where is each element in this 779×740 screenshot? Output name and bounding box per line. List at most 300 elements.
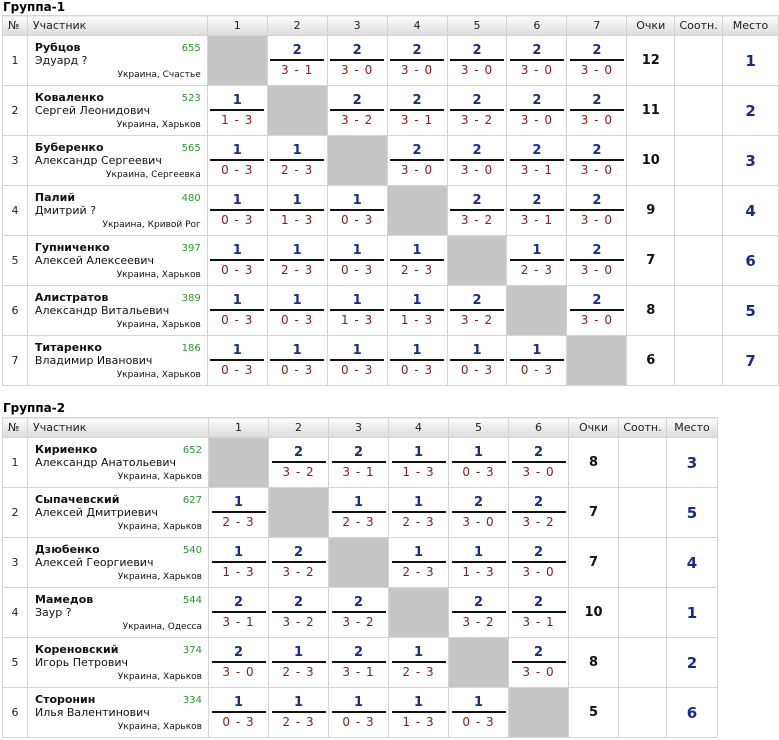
player-location: Украина, Харьков [116, 120, 201, 130]
score-divider [452, 461, 506, 463]
match-result-cell [269, 638, 329, 688]
player-cell[interactable] [27, 236, 207, 286]
player-location: Украина, Одесса [122, 622, 202, 632]
match-result [392, 445, 446, 479]
ratio-value [619, 688, 667, 738]
ratio-value [675, 186, 723, 236]
header-points: Очки [627, 16, 675, 36]
match-score: 2 [592, 93, 602, 108]
player-cell[interactable] [27, 186, 207, 236]
match-score: 1 [532, 343, 542, 358]
table-row [3, 488, 718, 538]
score-divider [390, 359, 444, 361]
score-divider [212, 611, 266, 613]
player-location: Украина, Харьков [117, 472, 202, 482]
match-sets: 3 - 2 [282, 465, 315, 479]
match-score: 2 [353, 595, 364, 610]
score-divider [452, 561, 506, 563]
match-sets: 3 - 2 [522, 515, 555, 529]
header-place: Место [667, 418, 718, 438]
player-first-name: Алексей Георгиевич [35, 556, 154, 569]
match-result [330, 343, 384, 377]
score-divider [570, 59, 624, 61]
player-last-name[interactable]: Кириенко [35, 443, 98, 456]
match-sets: 3 - 0 [340, 63, 374, 77]
match-result [390, 293, 444, 327]
match-score: 2 [473, 595, 484, 610]
match-result-cell [269, 688, 329, 738]
match-result-cell [387, 136, 447, 186]
row-number: 1 [3, 36, 28, 86]
score-divider [570, 159, 624, 161]
group1-title: Группа-1 [3, 0, 66, 14]
ratio-value [675, 136, 723, 186]
match-result [392, 695, 446, 729]
player-last-name[interactable]: Сторонин [35, 693, 96, 706]
match-sets: 3 - 0 [222, 665, 255, 679]
self-match-cell [327, 136, 387, 186]
self-match-cell [387, 186, 447, 236]
match-result-cell [327, 336, 387, 386]
match-result [392, 645, 446, 679]
header-points: Очки [569, 418, 619, 438]
match-result [570, 293, 624, 327]
ratio-value [675, 286, 723, 336]
self-match-cell [507, 286, 567, 336]
match-result [210, 193, 264, 227]
place-value: 1 [667, 588, 718, 638]
player-first-name: Дмитрий ? [34, 204, 96, 217]
match-score: 2 [353, 645, 364, 660]
match-sets: 3 - 1 [342, 465, 375, 479]
match-result-cell [507, 86, 567, 136]
place-value: 6 [723, 236, 779, 286]
match-result [272, 695, 326, 729]
score-divider [332, 611, 386, 613]
score-divider [510, 59, 564, 61]
score-divider [330, 59, 384, 61]
match-sets: 2 - 3 [402, 665, 435, 679]
points-value: 8 [569, 638, 619, 688]
ratio-value [619, 488, 667, 538]
score-divider [450, 209, 504, 211]
header-row [3, 16, 779, 36]
match-score: 1 [233, 495, 244, 510]
score-divider [570, 109, 624, 111]
player-location: Украина, Кривой Рог [102, 220, 201, 230]
match-score: 2 [533, 595, 544, 610]
match-result-cell [509, 638, 569, 688]
match-result [452, 595, 506, 629]
match-sets: 0 - 3 [281, 313, 314, 327]
match-result [212, 545, 266, 579]
player-last-name[interactable]: Кореновский [35, 643, 119, 656]
match-result [270, 193, 324, 227]
row-number: 5 [3, 638, 28, 688]
match-result [512, 545, 566, 579]
player-cell[interactable] [27, 286, 207, 336]
row-number: 2 [3, 488, 28, 538]
table-row [3, 638, 718, 688]
player-cell[interactable] [27, 86, 207, 136]
match-score: 2 [532, 93, 542, 108]
match-result [510, 93, 564, 127]
table-row [3, 136, 779, 186]
score-divider [392, 511, 446, 513]
match-result [270, 43, 324, 77]
match-sets: 2 - 3 [222, 515, 255, 529]
match-score: 2 [353, 445, 364, 460]
match-result [452, 445, 506, 479]
match-result [270, 293, 324, 327]
player-rating: 655 [181, 43, 201, 54]
match-result-cell [207, 336, 267, 386]
match-result-cell [267, 236, 327, 286]
player-last-name[interactable]: Палий [34, 191, 76, 204]
match-result-cell [447, 86, 507, 136]
match-sets: 3 - 0 [580, 213, 613, 227]
match-sets: 3 - 1 [222, 615, 255, 629]
match-sets: 3 - 2 [460, 213, 494, 227]
score-divider [570, 309, 624, 311]
header-opponent-2: 2 [269, 418, 329, 438]
points-value: 8 [627, 286, 675, 336]
score-divider [450, 159, 504, 161]
self-match-cell [449, 638, 509, 688]
player-cell[interactable] [27, 36, 207, 86]
match-sets: 0 - 3 [520, 363, 554, 377]
match-score: 1 [293, 645, 304, 660]
match-sets: 3 - 0 [400, 163, 434, 177]
group2-title: Группа-2 [3, 401, 66, 415]
match-result-cell [507, 36, 567, 86]
match-score: 2 [352, 43, 362, 58]
match-result-cell [567, 286, 627, 336]
table-row [3, 86, 779, 136]
match-result-cell [327, 36, 387, 86]
match-score: 1 [232, 193, 242, 208]
row-number: 6 [3, 688, 28, 738]
self-match-cell [329, 538, 389, 588]
match-result-cell [507, 236, 567, 286]
match-result-cell [449, 438, 509, 488]
player-location: Украина, Харьков [116, 370, 201, 380]
match-score: 1 [353, 695, 364, 710]
score-divider [270, 309, 324, 311]
player-cell[interactable] [28, 438, 209, 488]
match-sets: 0 - 3 [462, 715, 495, 729]
match-result [570, 93, 624, 127]
table-row [3, 186, 779, 236]
match-result-cell [447, 186, 507, 236]
match-result-cell [269, 538, 329, 588]
self-match-cell [267, 86, 327, 136]
match-score: 2 [473, 495, 484, 510]
ratio-value [619, 438, 667, 488]
row-number: 4 [3, 588, 28, 638]
match-result-cell [509, 538, 569, 588]
header-opponent-1: 1 [207, 16, 267, 36]
match-result-cell [447, 286, 507, 336]
match-result [390, 343, 444, 377]
place-value: 4 [723, 186, 779, 236]
match-sets: 3 - 0 [522, 665, 555, 679]
place-value: 4 [667, 538, 718, 588]
match-score: 1 [352, 193, 362, 208]
match-result-cell [387, 336, 447, 386]
score-divider [210, 109, 264, 111]
player-last-name[interactable]: Мамедов [35, 593, 94, 606]
match-score: 2 [292, 43, 302, 58]
ratio-value [675, 86, 723, 136]
match-result-cell [507, 186, 567, 236]
match-sets: 3 - 2 [342, 615, 375, 629]
match-sets: 3 - 2 [282, 615, 315, 629]
player-cell[interactable] [27, 336, 207, 386]
ratio-value [675, 336, 723, 386]
player-first-name: Эдуард ? [34, 54, 88, 67]
header-row [3, 418, 718, 438]
match-result-cell [389, 488, 449, 538]
match-result-cell [207, 286, 267, 336]
match-result-cell [447, 36, 507, 86]
match-result [330, 193, 384, 227]
score-divider [390, 59, 444, 61]
match-result-cell [567, 136, 627, 186]
player-cell[interactable] [28, 488, 209, 538]
match-sets: 2 - 3 [281, 163, 314, 177]
player-cell[interactable] [28, 688, 209, 738]
score-divider [212, 711, 266, 713]
player-first-name: Александр Витальевич [34, 304, 170, 317]
score-divider [510, 209, 564, 211]
match-sets: 0 - 3 [221, 313, 254, 327]
match-score: 2 [412, 143, 422, 158]
player-rating: 374 [182, 645, 202, 656]
match-score: 2 [472, 93, 482, 108]
row-number: 7 [3, 336, 28, 386]
match-result [392, 495, 446, 529]
match-result [272, 645, 326, 679]
match-sets: 0 - 3 [400, 363, 434, 377]
match-result-cell [449, 688, 509, 738]
match-result-cell [389, 538, 449, 588]
match-score: 2 [472, 143, 482, 158]
table-row [3, 688, 718, 738]
match-result [270, 243, 324, 277]
match-result [392, 545, 446, 579]
score-divider [332, 661, 386, 663]
match-result-cell [329, 488, 389, 538]
player-first-name: Алексей Алексеевич [34, 254, 155, 267]
match-result [450, 293, 504, 327]
match-result [330, 293, 384, 327]
match-result [332, 595, 386, 629]
match-result-cell [267, 36, 327, 86]
match-sets: 1 - 3 [281, 213, 314, 227]
match-sets: 0 - 3 [221, 363, 254, 377]
group1-table [2, 15, 779, 386]
player-location: Украина, Харьков [117, 522, 202, 532]
player-location: Украина, Харьков [116, 270, 201, 280]
match-result [270, 143, 324, 177]
score-divider [390, 309, 444, 311]
score-divider [570, 209, 624, 211]
match-sets: 0 - 3 [221, 263, 254, 277]
match-result [332, 495, 386, 529]
player-first-name: Заур ? [35, 606, 72, 619]
header-ratio: Соотн. [619, 418, 667, 438]
score-divider [450, 109, 504, 111]
match-score: 2 [293, 595, 304, 610]
score-divider [210, 259, 264, 261]
points-value: 11 [627, 86, 675, 136]
match-result [452, 695, 506, 729]
match-result-cell [387, 236, 447, 286]
score-divider [452, 511, 506, 513]
player-rating: 652 [182, 445, 202, 456]
match-score: 2 [533, 445, 544, 460]
header-participant: Участник [28, 418, 209, 438]
place-value: 6 [667, 688, 718, 738]
score-divider [210, 309, 264, 311]
match-result-cell [267, 336, 327, 386]
self-match-cell [209, 438, 269, 488]
score-divider [510, 359, 564, 361]
match-sets: 2 - 3 [400, 263, 434, 277]
match-sets: 1 - 3 [462, 565, 495, 579]
match-score: 1 [413, 545, 424, 560]
match-result [510, 193, 564, 227]
player-location: Украина, Счастье [117, 70, 201, 80]
match-score: 1 [232, 293, 242, 308]
player-cell[interactable] [28, 538, 209, 588]
score-divider [210, 359, 264, 361]
match-sets: 2 - 3 [282, 715, 315, 729]
match-score: 1 [412, 343, 422, 358]
score-divider [510, 109, 564, 111]
player-last-name[interactable]: Коваленко [34, 91, 104, 104]
points-value: 12 [627, 36, 675, 86]
header-opponent-5: 5 [449, 418, 509, 438]
match-result [272, 545, 326, 579]
self-match-cell [389, 588, 449, 638]
match-result-cell [267, 286, 327, 336]
match-sets: 3 - 0 [520, 63, 554, 77]
match-sets: 3 - 0 [580, 263, 613, 277]
match-result-cell [267, 136, 327, 186]
match-result [330, 43, 384, 77]
header-opponent-2: 2 [267, 16, 327, 36]
score-divider [272, 711, 326, 713]
match-result [330, 243, 384, 277]
match-sets: 1 - 3 [402, 715, 435, 729]
match-score: 2 [352, 93, 362, 108]
match-score: 1 [413, 695, 424, 710]
match-sets: 3 - 0 [580, 313, 613, 327]
match-sets: 3 - 0 [580, 63, 613, 77]
header-opponent-5: 5 [447, 16, 507, 36]
player-last-name[interactable]: Сыпачевский [35, 493, 120, 506]
match-result-cell [329, 638, 389, 688]
match-sets: 3 - 0 [462, 515, 495, 529]
match-score: 1 [292, 343, 302, 358]
table-row [3, 336, 779, 386]
table-row [3, 236, 779, 286]
player-rating: 544 [182, 595, 202, 606]
player-last-name[interactable]: Дзюбенко [35, 543, 100, 556]
player-cell[interactable] [28, 588, 209, 638]
ratio-value [619, 538, 667, 588]
match-result-cell [387, 36, 447, 86]
match-result [450, 43, 504, 77]
match-score: 2 [592, 243, 602, 258]
score-divider [272, 461, 326, 463]
table-row [3, 538, 718, 588]
player-cell[interactable] [27, 136, 207, 186]
player-first-name: Александр Сергеевич [34, 154, 162, 167]
player-last-name[interactable]: Гупниченко [34, 241, 110, 254]
match-result [450, 143, 504, 177]
match-score: 1 [352, 243, 362, 258]
score-divider [392, 711, 446, 713]
match-sets: 0 - 3 [221, 213, 254, 227]
match-sets: 3 - 1 [520, 163, 554, 177]
player-cell[interactable] [28, 638, 209, 688]
match-sets: 2 - 3 [281, 263, 314, 277]
match-sets: 0 - 3 [460, 363, 494, 377]
score-divider [450, 359, 504, 361]
player-last-name[interactable]: Буберенко [34, 141, 104, 154]
match-sets: 3 - 0 [400, 63, 434, 77]
score-divider [212, 661, 266, 663]
score-divider [512, 561, 566, 563]
match-result-cell [567, 36, 627, 86]
match-score: 1 [292, 243, 302, 258]
match-result-cell [207, 86, 267, 136]
score-divider [392, 561, 446, 563]
player-last-name[interactable]: Рубцов [34, 41, 81, 54]
self-match-cell [509, 688, 569, 738]
points-value: 7 [569, 488, 619, 538]
ratio-value [675, 36, 723, 86]
match-sets: 0 - 3 [340, 213, 374, 227]
match-result [332, 695, 386, 729]
match-result-cell [327, 186, 387, 236]
match-result [450, 343, 504, 377]
match-sets: 3 - 1 [281, 63, 314, 77]
match-result [570, 43, 624, 77]
match-result-cell [329, 588, 389, 638]
match-result-cell [209, 538, 269, 588]
match-result-cell [327, 286, 387, 336]
match-result [330, 93, 384, 127]
match-result [272, 445, 326, 479]
match-result-cell [507, 136, 567, 186]
match-score: 2 [592, 193, 602, 208]
match-result [510, 43, 564, 77]
points-value: 8 [569, 438, 619, 488]
player-rating: 480 [181, 193, 201, 204]
match-result [210, 293, 264, 327]
place-value: 2 [667, 638, 718, 688]
player-rating: 389 [181, 293, 201, 304]
header-participant: Участник [27, 16, 207, 36]
match-result-cell [387, 286, 447, 336]
player-last-name[interactable]: Алистратов [34, 291, 109, 304]
player-last-name[interactable]: Титаренко [34, 341, 102, 354]
score-divider [272, 661, 326, 663]
